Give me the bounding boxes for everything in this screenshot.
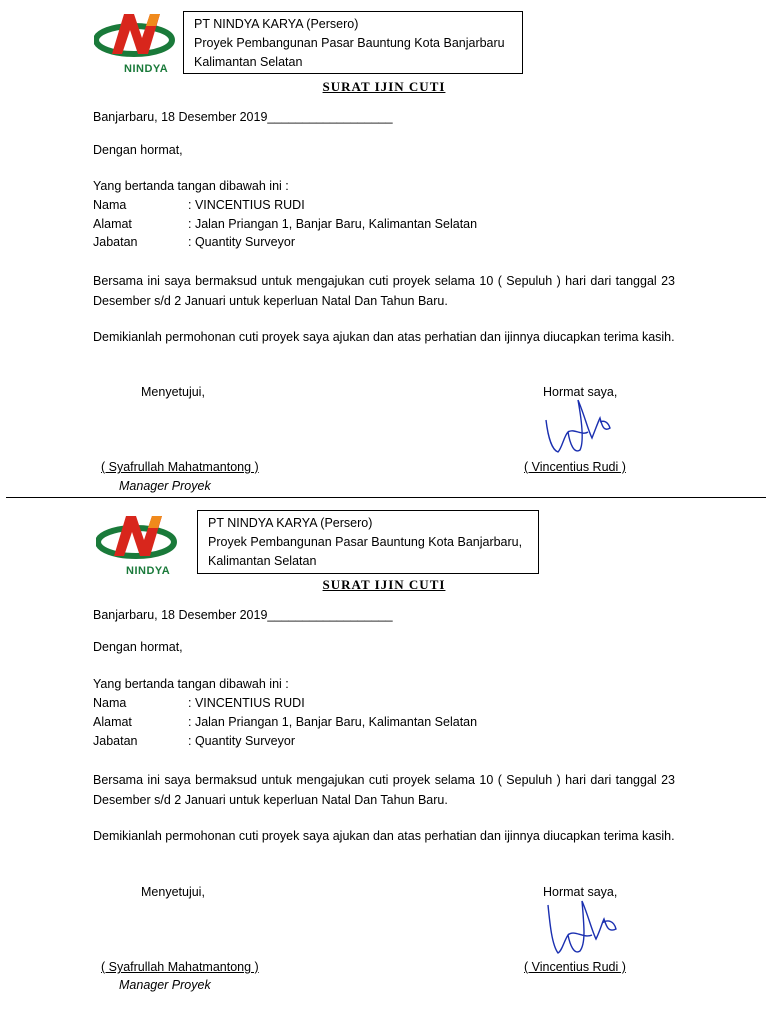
intro-line: Yang bertanda tangan dibawah ini : bbox=[93, 677, 289, 691]
closing-paragraph: Demikianlah permohonan cuti proyek saya ajukan dan atas perhatian dan ijinnya diucapkan terima kasih. bbox=[93, 829, 675, 843]
body-paragraph: Bersama ini saya bermaksud untuk mengajukan cuti proyek selama 10 ( Sepuluh ) hari dari tanggal 23 Desember s/d 2 Januari untuk keperluan Natal Dan Tahun Baru. bbox=[93, 773, 675, 807]
greeting: Dengan hormat, bbox=[93, 143, 183, 157]
field-label-name: Nama bbox=[93, 696, 127, 710]
letter-title: SURAT IJIN CUTI bbox=[322, 79, 446, 94]
field-label-address: Alamat bbox=[93, 715, 132, 729]
approver-name: ( Syafrullah Mahatmantong ) bbox=[101, 960, 259, 974]
sender-name: ( Vincentius Rudi ) bbox=[524, 460, 626, 474]
project-region: Kalimantan Selatan bbox=[208, 554, 317, 568]
intro-line: Yang bertanda tangan dibawah ini : bbox=[93, 179, 289, 193]
company-header-box bbox=[183, 11, 523, 74]
field-label-position: Jabatan bbox=[93, 235, 138, 249]
field-label-position: Jabatan bbox=[93, 734, 138, 748]
project-name: Proyek Pembangunan Pasar Bauntung Kota Banjarbaru bbox=[194, 36, 505, 50]
closing-paragraph: Demikianlah permohonan cuti proyek saya ajukan dan atas perhatian dan ijinnya diucapkan terima kasih. bbox=[93, 330, 675, 344]
signature-icon bbox=[538, 392, 618, 462]
greeting: Dengan hormat, bbox=[93, 640, 183, 654]
approver-name: ( Syafrullah Mahatmantong ) bbox=[101, 460, 259, 474]
logo-text: NINDYA bbox=[126, 565, 171, 577]
field-value-name: : VINCENTIUS RUDI bbox=[188, 696, 305, 710]
letter-title: SURAT IJIN CUTI bbox=[322, 577, 446, 592]
company-header-box bbox=[197, 510, 539, 574]
field-value-position: : Quantity Surveyor bbox=[188, 734, 295, 748]
company-name: PT NINDYA KARYA (Persero) bbox=[208, 516, 373, 530]
field-value-position: : Quantity Surveyor bbox=[188, 235, 295, 249]
approve-label: Menyetujui, bbox=[141, 885, 205, 899]
approver-position: Manager Proyek bbox=[119, 479, 211, 493]
page-divider bbox=[6, 497, 766, 498]
regards-label: Hormat saya, bbox=[543, 885, 618, 899]
project-region: Kalimantan Selatan bbox=[194, 55, 303, 69]
nindya-logo-icon bbox=[96, 512, 184, 580]
company-name: PT NINDYA KARYA (Persero) bbox=[194, 17, 359, 31]
body-paragraph: Bersama ini saya bermaksud untuk mengajukan cuti proyek selama 10 ( Sepuluh ) hari dari tanggal 23 Desember s/d 2 Januari untuk keperluan Natal Dan Tahun Baru. bbox=[93, 274, 675, 308]
field-label-name: Nama bbox=[93, 198, 127, 212]
field-value-address: : Jalan Priangan 1, Banjar Baru, Kalimantan Selatan bbox=[188, 217, 478, 231]
logo-text: NINDYA bbox=[124, 63, 169, 75]
letter-top bbox=[0, 0, 768, 500]
nindya-logo-icon bbox=[94, 10, 182, 78]
date-line: Banjarbaru, 18 Desember 2019__________________ bbox=[93, 110, 393, 124]
project-name: Proyek Pembangunan Pasar Bauntung Kota Banjarbaru, bbox=[208, 535, 523, 549]
date-line: Banjarbaru, 18 Desember 2019__________________ bbox=[93, 608, 393, 622]
sender-name: ( Vincentius Rudi ) bbox=[524, 960, 626, 974]
letter-bottom bbox=[0, 500, 768, 1000]
signature-icon bbox=[540, 895, 620, 965]
field-value-address: : Jalan Priangan 1, Banjar Baru, Kalimantan Selatan bbox=[188, 715, 478, 729]
field-label-address: Alamat bbox=[93, 217, 132, 231]
approve-label: Menyetujui, bbox=[141, 385, 205, 399]
field-value-name: : VINCENTIUS RUDI bbox=[188, 198, 305, 212]
approver-position: Manager Proyek bbox=[119, 978, 211, 992]
regards-label: Hormat saya, bbox=[543, 385, 618, 399]
